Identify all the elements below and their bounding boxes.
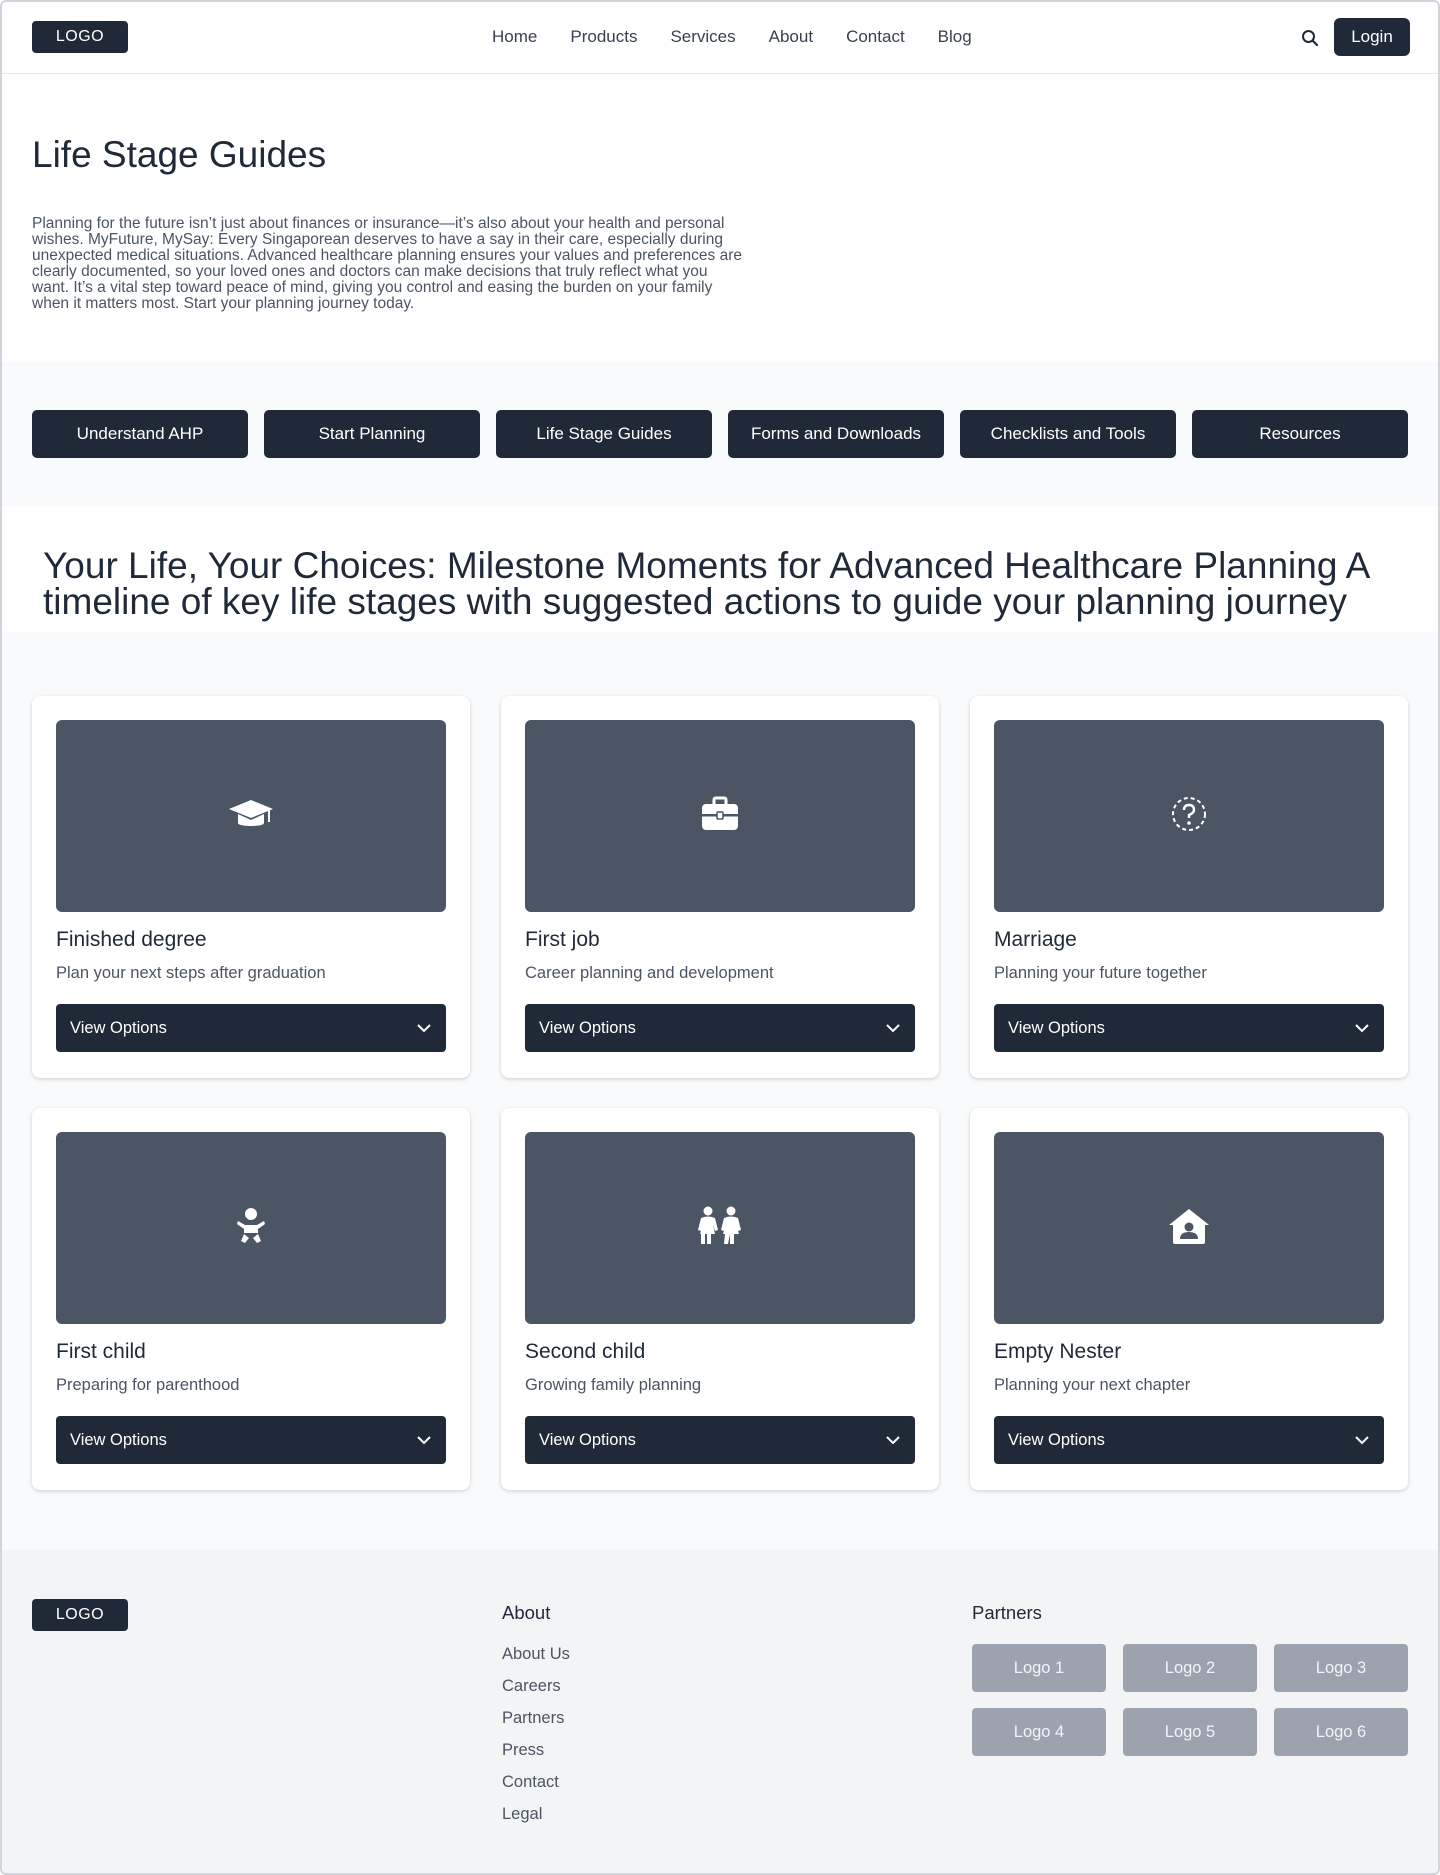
house-user-icon <box>1167 1207 1211 1250</box>
view-options-label: View Options <box>1008 1430 1105 1449</box>
card-subtitle: Growing family planning <box>525 1376 702 1394</box>
card-title: Marriage <box>994 928 1077 951</box>
life-stage-cards <box>2 632 1438 1550</box>
main-nav <box>492 2 972 72</box>
card-media <box>994 720 1384 912</box>
card-marriage <box>970 696 1408 1078</box>
graduation-cap-icon <box>227 796 275 837</box>
partner-logo-3[interactable]: Logo 3 <box>1274 1644 1408 1692</box>
partner-logo-4[interactable]: Logo 4 <box>972 1708 1106 1756</box>
card-subtitle: Career planning and development <box>525 964 774 982</box>
card-title: Empty Nester <box>994 1340 1122 1363</box>
search-icon[interactable] <box>1298 26 1322 50</box>
site-header <box>2 2 1438 74</box>
footer-link-partners[interactable]: Partners <box>502 1709 565 1727</box>
card-second-child <box>501 1108 939 1490</box>
section-nav <box>2 362 1438 506</box>
view-options-label: View Options <box>70 1430 167 1449</box>
footer-partners-title: Partners <box>972 1602 1042 1623</box>
partner-logo-2[interactable]: Logo 2 <box>1123 1644 1257 1692</box>
view-options-label: View Options <box>539 1018 636 1037</box>
card-title: First child <box>56 1340 146 1363</box>
card-subtitle: Planning your future together <box>994 964 1207 982</box>
children-icon <box>697 1206 743 1251</box>
chevron-down-icon <box>416 1431 432 1450</box>
view-options-label: View Options <box>539 1430 636 1449</box>
login-button[interactable]: Login <box>1334 18 1410 56</box>
milestone-heading: Your Life, Your Choices: Milestone Moments for Advanced Healthcare Planning A timeline of key life stages with suggested actions to guide your planning journey <box>43 545 1369 622</box>
chevron-down-icon <box>885 1431 901 1450</box>
card-media <box>525 720 915 912</box>
footer-link-contact[interactable]: Contact <box>502 1773 559 1791</box>
card-finished-degree <box>32 696 470 1078</box>
question-circle-icon <box>1170 795 1208 838</box>
card-media <box>56 720 446 912</box>
page-title: Life Stage Guides <box>32 134 327 175</box>
briefcase-icon <box>700 796 740 837</box>
card-subtitle: Plan your next steps after graduation <box>56 964 326 982</box>
chevron-down-icon <box>1354 1431 1370 1450</box>
partner-logo-6[interactable]: Logo 6 <box>1274 1708 1408 1756</box>
view-options-dropdown[interactable] <box>994 1004 1384 1052</box>
nav-contact[interactable]: Contact <box>846 27 905 46</box>
footer-link-about-us[interactable]: About Us <box>502 1645 570 1663</box>
section-nav-start-planning[interactable]: Start Planning <box>264 410 480 458</box>
card-subtitle: Preparing for parenthood <box>56 1376 240 1394</box>
chevron-down-icon <box>885 1019 901 1038</box>
view-options-dropdown[interactable] <box>525 1004 915 1052</box>
card-empty-nester <box>970 1108 1408 1490</box>
footer-link-press[interactable]: Press <box>502 1741 545 1759</box>
partner-logo-5[interactable]: Logo 5 <box>1123 1708 1257 1756</box>
intro-text: Planning for the future isn’t just about finances or insurance—it’s also about your health and personal wishes. MyFuture, MySay: Every Singaporean deserves to have a say in their care, especially during unexpected medical situations. Advanced healthcare planning ensures your values and preferences are clearly documented, so your loved ones and doctors can make decisions that truly reflect what you want. It’s a vital step toward peace of mind, giving you control and easing the burden on your family when it matters most. Start your planning journey today. <box>32 215 743 312</box>
chevron-down-icon <box>1354 1019 1370 1038</box>
chevron-down-icon <box>416 1019 432 1038</box>
card-media <box>525 1132 915 1324</box>
section-nav-forms-downloads[interactable]: Forms and Downloads <box>728 410 944 458</box>
nav-about[interactable]: About <box>768 27 814 46</box>
nav-services[interactable]: Services <box>670 27 736 46</box>
card-title: First job <box>525 928 600 951</box>
card-subtitle: Planning your next chapter <box>994 1376 1191 1394</box>
baby-icon <box>236 1207 266 1250</box>
card-media <box>56 1132 446 1324</box>
view-options-dropdown[interactable] <box>994 1416 1384 1464</box>
partner-logo-1[interactable]: Logo 1 <box>972 1644 1106 1692</box>
footer-link-careers[interactable]: Careers <box>502 1677 561 1695</box>
footer-link-legal[interactable]: Legal <box>502 1805 543 1823</box>
section-nav-resources[interactable]: Resources <box>1192 410 1408 458</box>
view-options-dropdown[interactable] <box>525 1416 915 1464</box>
card-first-child <box>32 1108 470 1490</box>
site-footer <box>2 1550 1438 1875</box>
section-nav-checklists-tools[interactable]: Checklists and Tools <box>960 410 1176 458</box>
nav-home[interactable]: Home <box>492 27 538 46</box>
milestone-section <box>2 506 1438 632</box>
footer-about-links <box>502 1644 570 1836</box>
section-nav-understand-ahp[interactable]: Understand AHP <box>32 410 248 458</box>
footer-about-title: About <box>502 1602 551 1623</box>
nav-products[interactable]: Products <box>570 27 638 46</box>
intro-section <box>2 74 1438 362</box>
nav-blog[interactable]: Blog <box>937 27 972 46</box>
view-options-dropdown[interactable] <box>56 1004 446 1052</box>
card-title: Second child <box>525 1340 646 1363</box>
card-media <box>994 1132 1384 1324</box>
card-title: Finished degree <box>56 928 207 951</box>
section-nav-life-stage-guides[interactable]: Life Stage Guides <box>496 410 712 458</box>
view-options-label: View Options <box>1008 1018 1105 1037</box>
view-options-dropdown[interactable] <box>56 1416 446 1464</box>
footer-logo[interactable]: LOGO <box>32 1599 128 1631</box>
view-options-label: View Options <box>70 1018 167 1037</box>
card-first-job <box>501 696 939 1078</box>
header-logo[interactable]: LOGO <box>32 21 128 53</box>
